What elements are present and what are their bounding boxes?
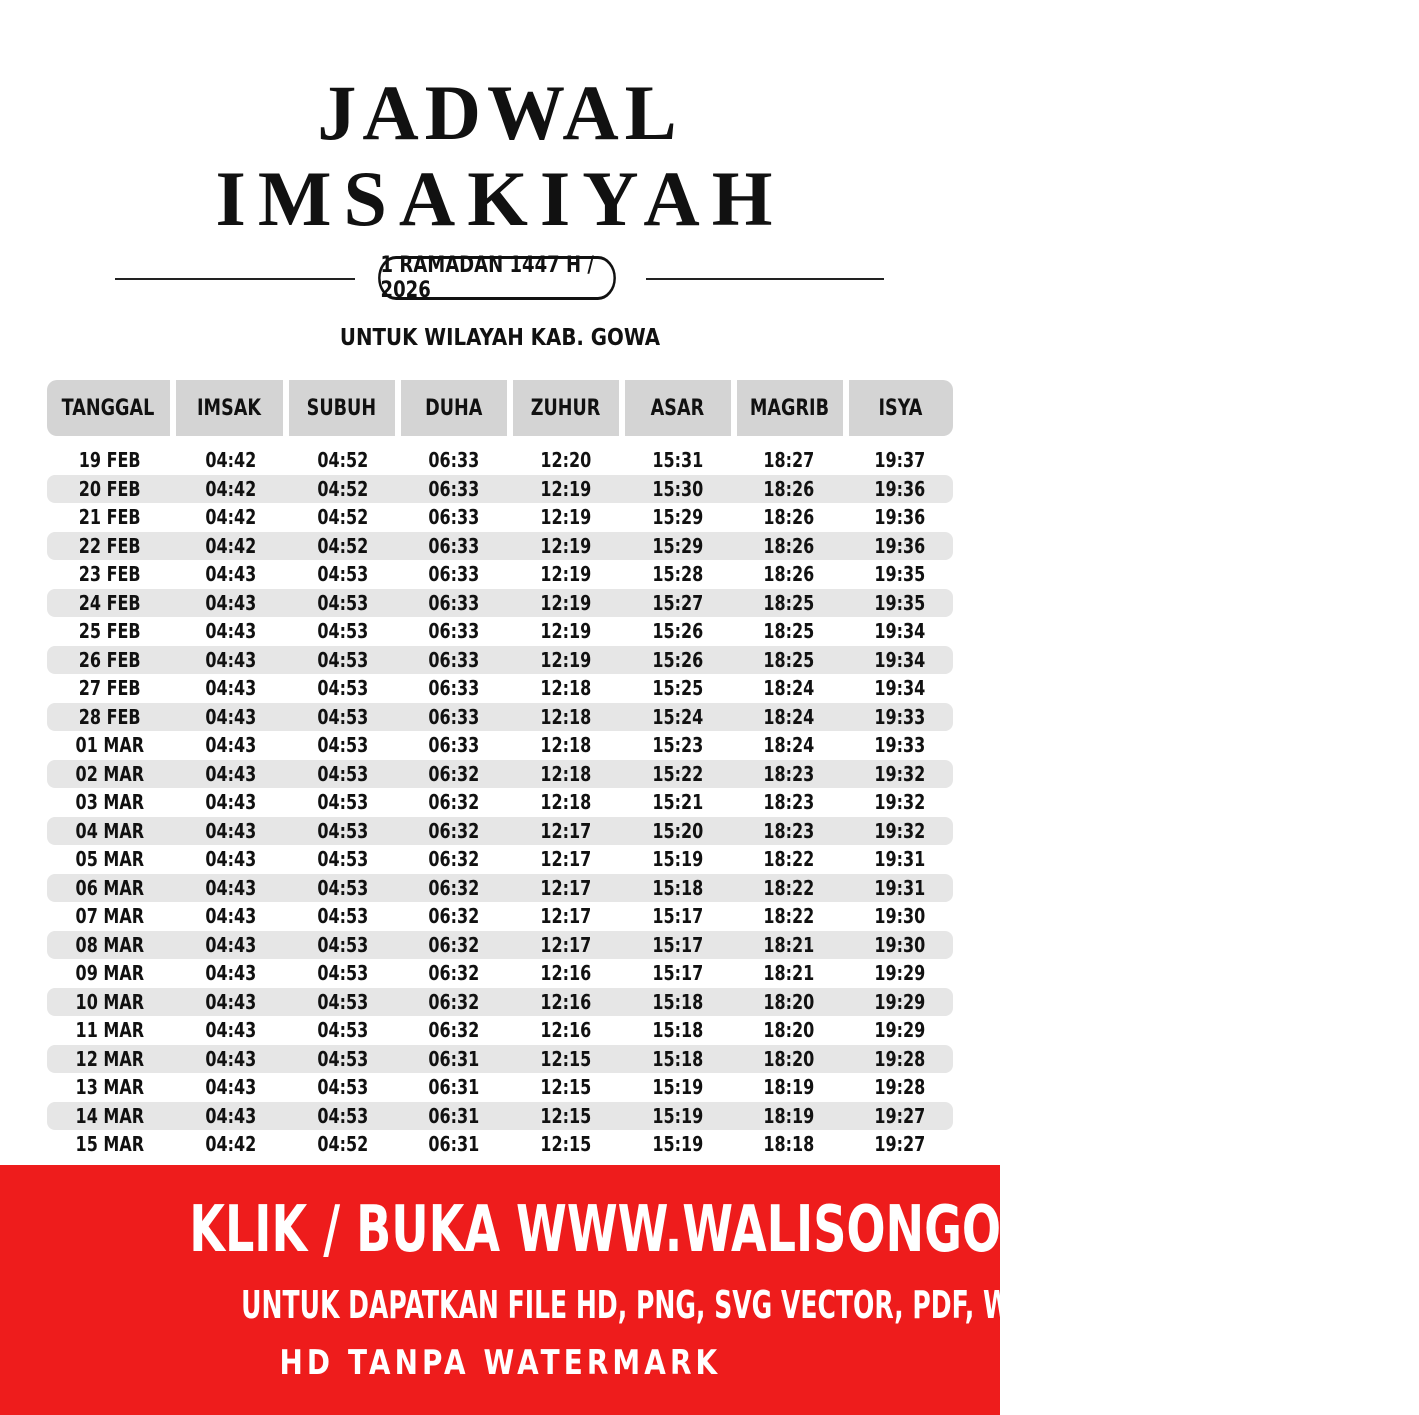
cell-asar: 15:28 bbox=[651, 562, 703, 587]
cell-asar: 15:20 bbox=[651, 818, 703, 843]
cell-zuhur: 12:19 bbox=[540, 590, 592, 615]
cell-asar: 15:18 bbox=[651, 1018, 703, 1043]
cell-subuh: 04:53 bbox=[317, 790, 368, 815]
cell-subuh: 04:53 bbox=[317, 1018, 368, 1043]
cell-zuhur: 12:19 bbox=[540, 647, 592, 672]
cell-duha: 06:32 bbox=[428, 932, 480, 957]
table-row bbox=[47, 760, 953, 789]
table-header bbox=[47, 380, 953, 436]
cell-isya: 19:27 bbox=[874, 1103, 926, 1128]
cell-date: 28 FEB bbox=[78, 704, 141, 729]
cell-subuh: 04:53 bbox=[317, 590, 368, 615]
cell-magrib: 18:20 bbox=[763, 1046, 815, 1071]
cell-duha: 06:33 bbox=[428, 448, 480, 473]
cell-isya: 19:31 bbox=[874, 847, 926, 872]
cell-duha: 06:33 bbox=[428, 505, 480, 530]
cell-zuhur: 12:17 bbox=[540, 818, 592, 843]
cell-subuh: 04:52 bbox=[317, 476, 368, 501]
cell-magrib: 18:20 bbox=[763, 989, 815, 1014]
cell-imsak: 04:43 bbox=[204, 647, 256, 672]
cell-duha: 06:31 bbox=[428, 1103, 480, 1128]
cell-date: 13 MAR bbox=[75, 1075, 145, 1100]
cell-zuhur: 12:20 bbox=[540, 448, 592, 473]
cell-asar: 15:29 bbox=[651, 533, 703, 558]
cell-magrib: 18:19 bbox=[763, 1103, 815, 1128]
cell-imsak: 04:43 bbox=[204, 1103, 256, 1128]
banner-headline[interactable]: KLIK / BUKA WWW.WALISONGO.CO.ID bbox=[189, 1193, 1163, 1267]
table-row bbox=[47, 845, 953, 874]
column-header-tanggal: TANGGAL bbox=[47, 380, 170, 436]
cell-date: 25 FEB bbox=[78, 619, 141, 644]
cell-asar: 15:18 bbox=[651, 875, 703, 900]
cell-duha: 06:32 bbox=[428, 790, 480, 815]
cell-date: 27 FEB bbox=[78, 676, 141, 701]
cell-magrib: 18:24 bbox=[763, 704, 815, 729]
cell-imsak: 04:43 bbox=[204, 761, 256, 786]
cell-duha: 06:33 bbox=[428, 476, 480, 501]
cell-date: 15 MAR bbox=[75, 1132, 145, 1157]
cell-duha: 06:33 bbox=[428, 590, 480, 615]
cell-magrib: 18:24 bbox=[763, 733, 815, 758]
cell-isya: 19:28 bbox=[874, 1075, 926, 1100]
cell-isya: 19:34 bbox=[874, 647, 926, 672]
cell-asar: 15:30 bbox=[651, 476, 703, 501]
cell-magrib: 18:25 bbox=[763, 619, 815, 644]
cell-date: 14 MAR bbox=[75, 1103, 145, 1128]
region-subtitle: UNTUK WILAYAH KAB. GOWA bbox=[339, 325, 661, 351]
cell-duha: 06:33 bbox=[428, 676, 480, 701]
cell-magrib: 18:27 bbox=[763, 448, 815, 473]
cell-imsak: 04:42 bbox=[204, 448, 256, 473]
cell-asar: 15:17 bbox=[651, 932, 703, 957]
cell-asar: 15:29 bbox=[651, 505, 703, 530]
table-row bbox=[47, 1045, 953, 1074]
cell-subuh: 04:53 bbox=[317, 847, 368, 872]
table-body bbox=[47, 446, 953, 1159]
cell-date: 05 MAR bbox=[75, 847, 145, 872]
cell-subuh: 04:53 bbox=[317, 562, 368, 587]
cell-subuh: 04:53 bbox=[317, 961, 368, 986]
table-row bbox=[47, 731, 953, 760]
cell-magrib: 18:19 bbox=[763, 1075, 815, 1100]
cell-date: 24 FEB bbox=[78, 590, 141, 615]
cell-imsak: 04:43 bbox=[204, 847, 256, 872]
cell-zuhur: 12:16 bbox=[540, 1018, 592, 1043]
cell-asar: 15:26 bbox=[651, 619, 703, 644]
period-badge: 1 RAMADAN 1447 H / 2026 bbox=[378, 256, 616, 300]
cell-date: 01 MAR bbox=[75, 733, 145, 758]
cell-isya: 19:36 bbox=[874, 476, 926, 501]
cell-magrib: 18:26 bbox=[763, 533, 815, 558]
table-row bbox=[47, 532, 953, 561]
table-row bbox=[47, 1102, 953, 1131]
cell-asar: 15:18 bbox=[651, 1046, 703, 1071]
cell-asar: 15:19 bbox=[651, 1075, 703, 1100]
cell-imsak: 04:43 bbox=[204, 704, 256, 729]
cell-subuh: 04:53 bbox=[317, 704, 368, 729]
cell-subuh: 04:53 bbox=[317, 1046, 368, 1071]
cell-duha: 06:33 bbox=[428, 619, 480, 644]
cell-imsak: 04:43 bbox=[204, 1075, 256, 1100]
divider-right bbox=[646, 278, 884, 280]
cell-date: 06 MAR bbox=[75, 875, 145, 900]
cell-magrib: 18:20 bbox=[763, 1018, 815, 1043]
cell-isya: 19:36 bbox=[874, 533, 926, 558]
cell-isya: 19:35 bbox=[874, 562, 926, 587]
cell-isya: 19:34 bbox=[874, 619, 926, 644]
cell-zuhur: 12:19 bbox=[540, 562, 592, 587]
cell-magrib: 18:22 bbox=[763, 875, 815, 900]
cell-isya: 19:33 bbox=[874, 704, 926, 729]
cell-duha: 06:33 bbox=[428, 733, 480, 758]
cell-imsak: 04:43 bbox=[204, 790, 256, 815]
cell-isya: 19:29 bbox=[874, 989, 926, 1014]
table-row bbox=[47, 988, 953, 1017]
table-row bbox=[47, 1130, 953, 1159]
cell-duha: 06:32 bbox=[428, 989, 480, 1014]
cell-subuh: 04:52 bbox=[317, 505, 368, 530]
cell-duha: 06:32 bbox=[428, 961, 480, 986]
cell-asar: 15:22 bbox=[651, 761, 703, 786]
cell-date: 03 MAR bbox=[75, 790, 145, 815]
cell-subuh: 04:53 bbox=[317, 904, 368, 929]
cell-subuh: 04:53 bbox=[317, 1103, 368, 1128]
table-row bbox=[47, 674, 953, 703]
cell-isya: 19:30 bbox=[874, 932, 926, 957]
cell-zuhur: 12:18 bbox=[540, 733, 592, 758]
cell-duha: 06:33 bbox=[428, 562, 480, 587]
cell-zuhur: 12:15 bbox=[540, 1103, 592, 1128]
cell-imsak: 04:43 bbox=[204, 818, 256, 843]
cell-isya: 19:28 bbox=[874, 1046, 926, 1071]
cell-zuhur: 12:18 bbox=[540, 704, 592, 729]
table-row bbox=[47, 931, 953, 960]
cell-isya: 19:29 bbox=[874, 961, 926, 986]
cell-zuhur: 12:18 bbox=[540, 790, 592, 815]
cell-isya: 19:34 bbox=[874, 676, 926, 701]
cell-duha: 06:32 bbox=[428, 847, 480, 872]
table-row bbox=[47, 817, 953, 846]
table-row bbox=[47, 959, 953, 988]
cell-subuh: 04:53 bbox=[317, 989, 368, 1014]
cell-isya: 19:27 bbox=[874, 1132, 926, 1157]
cell-subuh: 04:53 bbox=[317, 875, 368, 900]
cell-date: 10 MAR bbox=[75, 989, 145, 1014]
promo-banner[interactable] bbox=[0, 1165, 1178, 1415]
cell-asar: 15:21 bbox=[651, 790, 703, 815]
cell-magrib: 18:21 bbox=[763, 961, 815, 986]
cell-asar: 15:23 bbox=[651, 733, 703, 758]
table-row bbox=[47, 902, 953, 931]
cell-imsak: 04:43 bbox=[204, 619, 256, 644]
cell-zuhur: 12:18 bbox=[540, 761, 592, 786]
cell-isya: 19:36 bbox=[874, 505, 926, 530]
cell-date: 11 MAR bbox=[75, 1018, 145, 1043]
cell-isya: 19:31 bbox=[874, 875, 926, 900]
cell-duha: 06:32 bbox=[428, 904, 480, 929]
cell-asar: 15:27 bbox=[651, 590, 703, 615]
cell-imsak: 04:43 bbox=[204, 989, 256, 1014]
table-row bbox=[47, 703, 953, 732]
cell-asar: 15:19 bbox=[651, 1103, 703, 1128]
cell-date: 07 MAR bbox=[75, 904, 145, 929]
cell-zuhur: 12:16 bbox=[540, 989, 592, 1014]
cell-date: 20 FEB bbox=[78, 476, 141, 501]
cell-asar: 15:26 bbox=[651, 647, 703, 672]
cell-zuhur: 12:19 bbox=[540, 533, 592, 558]
cell-isya: 19:32 bbox=[874, 761, 926, 786]
table-row bbox=[47, 560, 953, 589]
cell-zuhur: 12:17 bbox=[540, 847, 592, 872]
cell-isya: 19:30 bbox=[874, 904, 926, 929]
cell-isya: 19:35 bbox=[874, 590, 926, 615]
column-header-magrib: MAGRIB bbox=[737, 380, 843, 436]
cell-imsak: 04:43 bbox=[204, 875, 256, 900]
cell-magrib: 18:23 bbox=[763, 761, 815, 786]
cell-duha: 06:32 bbox=[428, 761, 480, 786]
cell-duha: 06:32 bbox=[428, 818, 480, 843]
cell-magrib: 18:26 bbox=[763, 505, 815, 530]
cell-magrib: 18:26 bbox=[763, 476, 815, 501]
cell-duha: 06:31 bbox=[428, 1075, 480, 1100]
column-header-asar: ASAR bbox=[625, 380, 731, 436]
column-header-subuh: SUBUH bbox=[289, 380, 395, 436]
cell-subuh: 04:52 bbox=[317, 533, 368, 558]
cell-zuhur: 12:16 bbox=[540, 961, 592, 986]
cell-date: 04 MAR bbox=[75, 818, 145, 843]
cell-isya: 19:33 bbox=[874, 733, 926, 758]
cell-zuhur: 12:19 bbox=[540, 619, 592, 644]
table-row bbox=[47, 1016, 953, 1045]
title-line-2: IMSAKIYAH bbox=[215, 155, 785, 242]
cell-magrib: 18:24 bbox=[763, 676, 815, 701]
cell-imsak: 04:43 bbox=[204, 590, 256, 615]
cell-date: 23 FEB bbox=[78, 562, 141, 587]
cell-magrib: 18:21 bbox=[763, 932, 815, 957]
table-row bbox=[47, 589, 953, 618]
banner-note: HD TANPA WATERMARK bbox=[279, 1343, 721, 1383]
cell-duha: 06:31 bbox=[428, 1046, 480, 1071]
cell-duha: 06:33 bbox=[428, 647, 480, 672]
cell-subuh: 04:53 bbox=[317, 1075, 368, 1100]
cell-magrib: 18:23 bbox=[763, 790, 815, 815]
table-row bbox=[47, 446, 953, 475]
title-line-1: JADWAL bbox=[317, 69, 683, 156]
cell-subuh: 04:53 bbox=[317, 733, 368, 758]
cell-zuhur: 12:19 bbox=[540, 505, 592, 530]
cell-imsak: 04:43 bbox=[204, 733, 256, 758]
cell-date: 19 FEB bbox=[78, 448, 141, 473]
table-row bbox=[47, 1073, 953, 1102]
cell-imsak: 04:42 bbox=[204, 505, 256, 530]
cell-date: 22 FEB bbox=[78, 533, 141, 558]
cell-subuh: 04:53 bbox=[317, 676, 368, 701]
column-header-isya: ISYA bbox=[849, 380, 953, 436]
cell-zuhur: 12:18 bbox=[540, 676, 592, 701]
cell-imsak: 04:43 bbox=[204, 1046, 256, 1071]
column-header-zuhur: ZUHUR bbox=[513, 380, 619, 436]
cell-asar: 15:31 bbox=[651, 448, 703, 473]
cell-imsak: 04:43 bbox=[204, 932, 256, 957]
cell-asar: 15:25 bbox=[651, 676, 703, 701]
table-row bbox=[47, 788, 953, 817]
cell-zuhur: 12:19 bbox=[540, 476, 592, 501]
cell-zuhur: 12:15 bbox=[540, 1046, 592, 1071]
table-row bbox=[47, 503, 953, 532]
cell-duha: 06:33 bbox=[428, 704, 480, 729]
cell-magrib: 18:25 bbox=[763, 590, 815, 615]
cell-subuh: 04:53 bbox=[317, 932, 368, 957]
column-header-duha: DUHA bbox=[401, 380, 507, 436]
cell-asar: 15:18 bbox=[651, 989, 703, 1014]
cell-isya: 19:32 bbox=[874, 818, 926, 843]
cell-zuhur: 12:17 bbox=[540, 904, 592, 929]
cell-imsak: 04:42 bbox=[204, 533, 256, 558]
cell-duha: 06:32 bbox=[428, 1018, 480, 1043]
cell-duha: 06:33 bbox=[428, 533, 480, 558]
cell-zuhur: 12:17 bbox=[540, 875, 592, 900]
cell-magrib: 18:22 bbox=[763, 847, 815, 872]
cell-imsak: 04:43 bbox=[204, 961, 256, 986]
cell-imsak: 04:42 bbox=[204, 1132, 256, 1157]
cell-magrib: 18:25 bbox=[763, 647, 815, 672]
table-row bbox=[47, 475, 953, 504]
cell-asar: 15:19 bbox=[651, 847, 703, 872]
cell-imsak: 04:42 bbox=[204, 476, 256, 501]
cell-asar: 15:19 bbox=[651, 1132, 703, 1157]
table-row bbox=[47, 617, 953, 646]
cell-imsak: 04:43 bbox=[204, 904, 256, 929]
cell-asar: 15:24 bbox=[651, 704, 703, 729]
cell-imsak: 04:43 bbox=[204, 562, 256, 587]
cell-isya: 19:32 bbox=[874, 790, 926, 815]
cell-date: 09 MAR bbox=[75, 961, 145, 986]
cell-isya: 19:37 bbox=[874, 448, 926, 473]
cell-subuh: 04:53 bbox=[317, 761, 368, 786]
cell-asar: 15:17 bbox=[651, 961, 703, 986]
cell-duha: 06:31 bbox=[428, 1132, 480, 1157]
cell-zuhur: 12:17 bbox=[540, 932, 592, 957]
cell-date: 02 MAR bbox=[75, 761, 145, 786]
table-row bbox=[47, 646, 953, 675]
cell-zuhur: 12:15 bbox=[540, 1132, 592, 1157]
cell-asar: 15:17 bbox=[651, 904, 703, 929]
cell-subuh: 04:53 bbox=[317, 619, 368, 644]
column-header-imsak: IMSAK bbox=[176, 380, 283, 436]
cell-imsak: 04:43 bbox=[204, 676, 256, 701]
cell-date: 12 MAR bbox=[75, 1046, 145, 1071]
cell-date: 26 FEB bbox=[78, 647, 141, 672]
cell-zuhur: 12:15 bbox=[540, 1075, 592, 1100]
table-row bbox=[47, 874, 953, 903]
cell-subuh: 04:53 bbox=[317, 647, 368, 672]
cell-subuh: 04:52 bbox=[317, 448, 368, 473]
cell-duha: 06:32 bbox=[428, 875, 480, 900]
cell-subuh: 04:52 bbox=[317, 1132, 368, 1157]
cell-magrib: 18:23 bbox=[763, 818, 815, 843]
cell-magrib: 18:18 bbox=[763, 1132, 815, 1157]
cell-date: 21 FEB bbox=[78, 505, 141, 530]
divider-left bbox=[115, 278, 355, 280]
cell-imsak: 04:43 bbox=[204, 1018, 256, 1043]
cell-isya: 19:29 bbox=[874, 1018, 926, 1043]
banner-subline: UNTUK DAPATKAN FILE HD, PNG, SVG VECTOR, PDF, WORD, EXCEL bbox=[241, 1283, 1178, 1327]
cell-date: 08 MAR bbox=[75, 932, 145, 957]
cell-magrib: 18:26 bbox=[763, 562, 815, 587]
cell-subuh: 04:53 bbox=[317, 818, 368, 843]
cell-magrib: 18:22 bbox=[763, 904, 815, 929]
